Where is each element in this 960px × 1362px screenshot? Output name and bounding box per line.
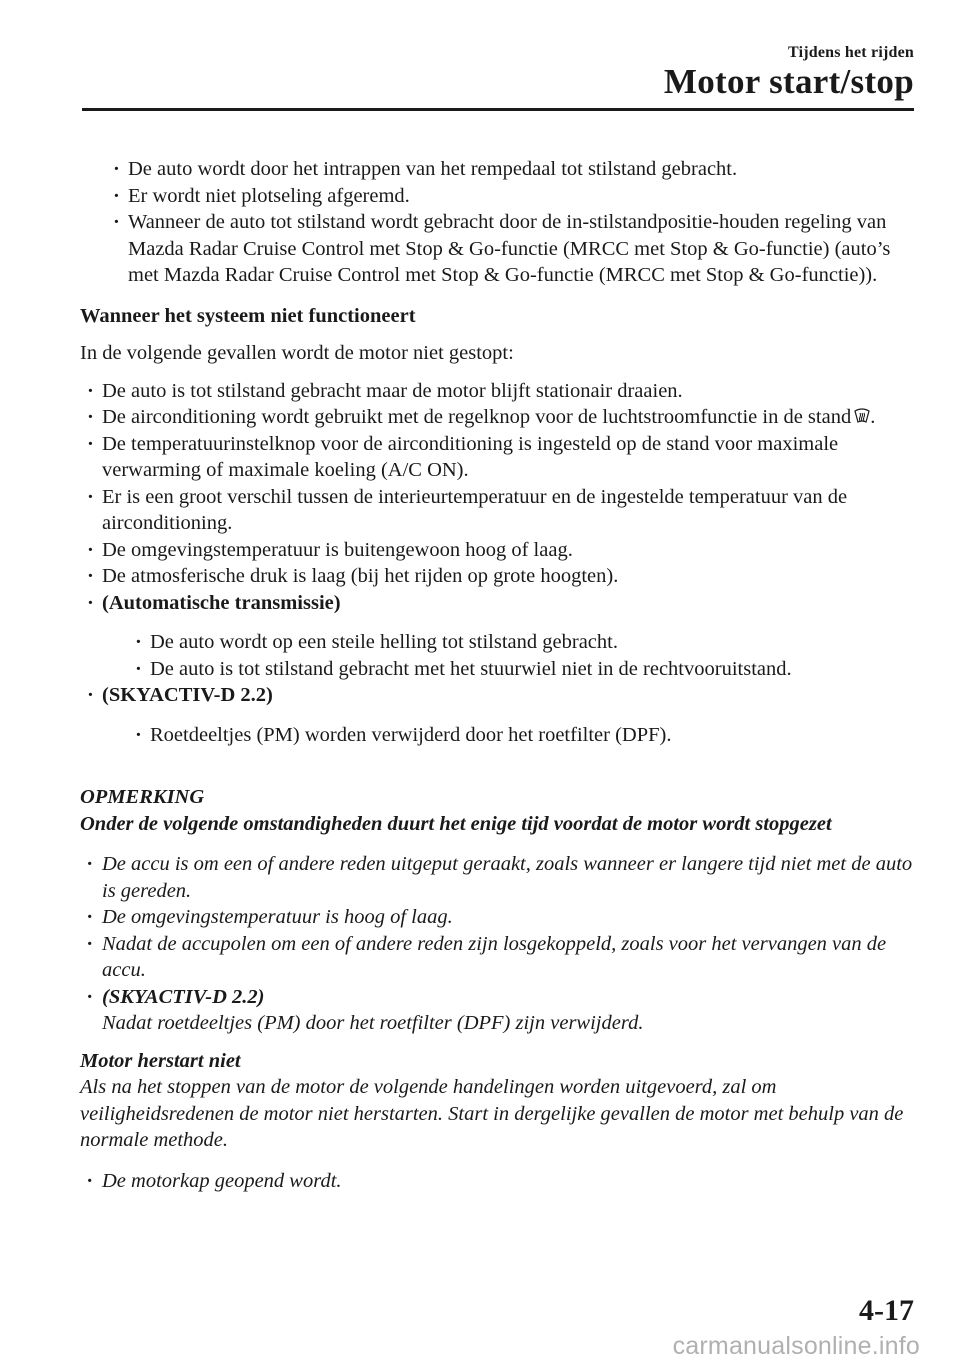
skyactiv-label: · (SKYACTIV-D 2.2) xyxy=(80,682,916,709)
skyactiv-items xyxy=(80,722,916,749)
stand-suffix: . xyxy=(870,406,876,428)
auto-transmission-list xyxy=(80,629,916,682)
list-item: · De auto is tot stilstand gebracht maar de motor blijft stationair draaien. xyxy=(80,378,916,405)
list-item: · Wanneer de auto tot stilstand wordt gebracht door de in-stilstandpositie-houden regeling van Mazda Radar Cruise Control met Stop & Go-functie (MRCC met Stop & Go-functie) (auto’s met Mazda Radar Cruise Control met Stop & Go-functie (MRCC met Stop & Go-functie)). xyxy=(106,209,916,289)
restart-heading: Motor herstart niet xyxy=(80,1049,241,1072)
list-item: · De omgevingstemperatuur is buitengewoon hoog of laag. xyxy=(80,537,916,564)
note-label: OPMERKING xyxy=(80,786,205,808)
windshield-defrost-icon xyxy=(854,405,870,423)
auto-transmission-label: · (Automatische transmissie) xyxy=(80,590,916,617)
list-item: · De omgevingstemperatuur is hoog of laag. xyxy=(80,904,916,931)
note-skyactiv-text: Nadat roetdeeltjes (PM) door het roetfilter (DPF) zijn verwijderd. xyxy=(102,1012,644,1034)
restart-list xyxy=(80,1168,916,1195)
note-block xyxy=(80,784,916,1194)
list-item-text: De airconditioning wordt gebruikt met de regelknop voor de luchtstroomfunctie in de stand xyxy=(102,406,852,428)
list-item: · De auto is tot stilstand gebracht met het stuurwiel niet in de rechtvooruitstand. xyxy=(128,656,916,683)
not-stopped-list xyxy=(80,378,916,617)
list-item-skyactiv xyxy=(80,984,916,1037)
list-item: · De temperatuurinstelknop voor de airconditioning is ingesteld op de stand voor maximale verwarming of maximale koeling (A/C ON). xyxy=(80,431,916,484)
watermark: carmanualsonline.info xyxy=(672,1332,920,1360)
conditions-list xyxy=(80,156,916,289)
section-label: Tijdens het rijden xyxy=(788,44,914,61)
page-number: 4-17 xyxy=(859,1294,914,1327)
list-item: · Er is een groot verschil tussen de interieurtemperatuur en de ingestelde temperatuur van de airconditioning. xyxy=(80,484,916,537)
page-content xyxy=(80,156,916,1194)
list-item: · Nadat de accupolen om een of andere reden zijn losgekoppeld, zoals voor het vervangen van de accu. xyxy=(80,931,916,984)
note-heading: Onder de volgende omstandigheden duurt het enige tijd voordat de motor wordt stopgezet xyxy=(80,812,832,835)
note-skyactiv-label: (SKYACTIV-D 2.2) xyxy=(102,985,265,1008)
list-item: · De atmosferische druk is laag (bij het rijden op grote hoogten). xyxy=(80,563,916,590)
header-divider xyxy=(82,108,914,111)
list-item: · De auto wordt op een steile helling tot stilstand gebracht. xyxy=(128,629,916,656)
page-title: Motor start/stop xyxy=(663,62,914,101)
list-item: · Roetdeeltjes (PM) worden verwijderd door het roetfilter (DPF). xyxy=(128,722,916,749)
list-item: · De accu is om een of andere reden uitgeput geraakt, zoals wanneer er langere tijd niet met de auto is gereden. xyxy=(80,851,916,904)
list-item: · De auto wordt door het intrappen van het rempedaal tot stilstand gebracht. xyxy=(106,156,916,183)
list-item-stand xyxy=(80,404,916,431)
skyactiv-list xyxy=(80,682,916,709)
note-list xyxy=(80,851,916,1037)
restart-text: Als na het stoppen van de motor de volgende handelingen worden uitgevoerd, zal om veiligheidsredenen de motor niet herstarten. Start in dergelijke gevallen de motor met behulp van de normale methode. xyxy=(80,1076,904,1151)
section-intro: In de volgende gevallen wordt de motor niet gestopt: xyxy=(80,342,514,364)
list-item: · De motorkap geopend wordt. xyxy=(80,1168,916,1195)
section-heading: Wanneer het systeem niet functioneert xyxy=(80,304,416,327)
list-item: · Er wordt niet plotseling afgeremd. xyxy=(106,183,916,210)
